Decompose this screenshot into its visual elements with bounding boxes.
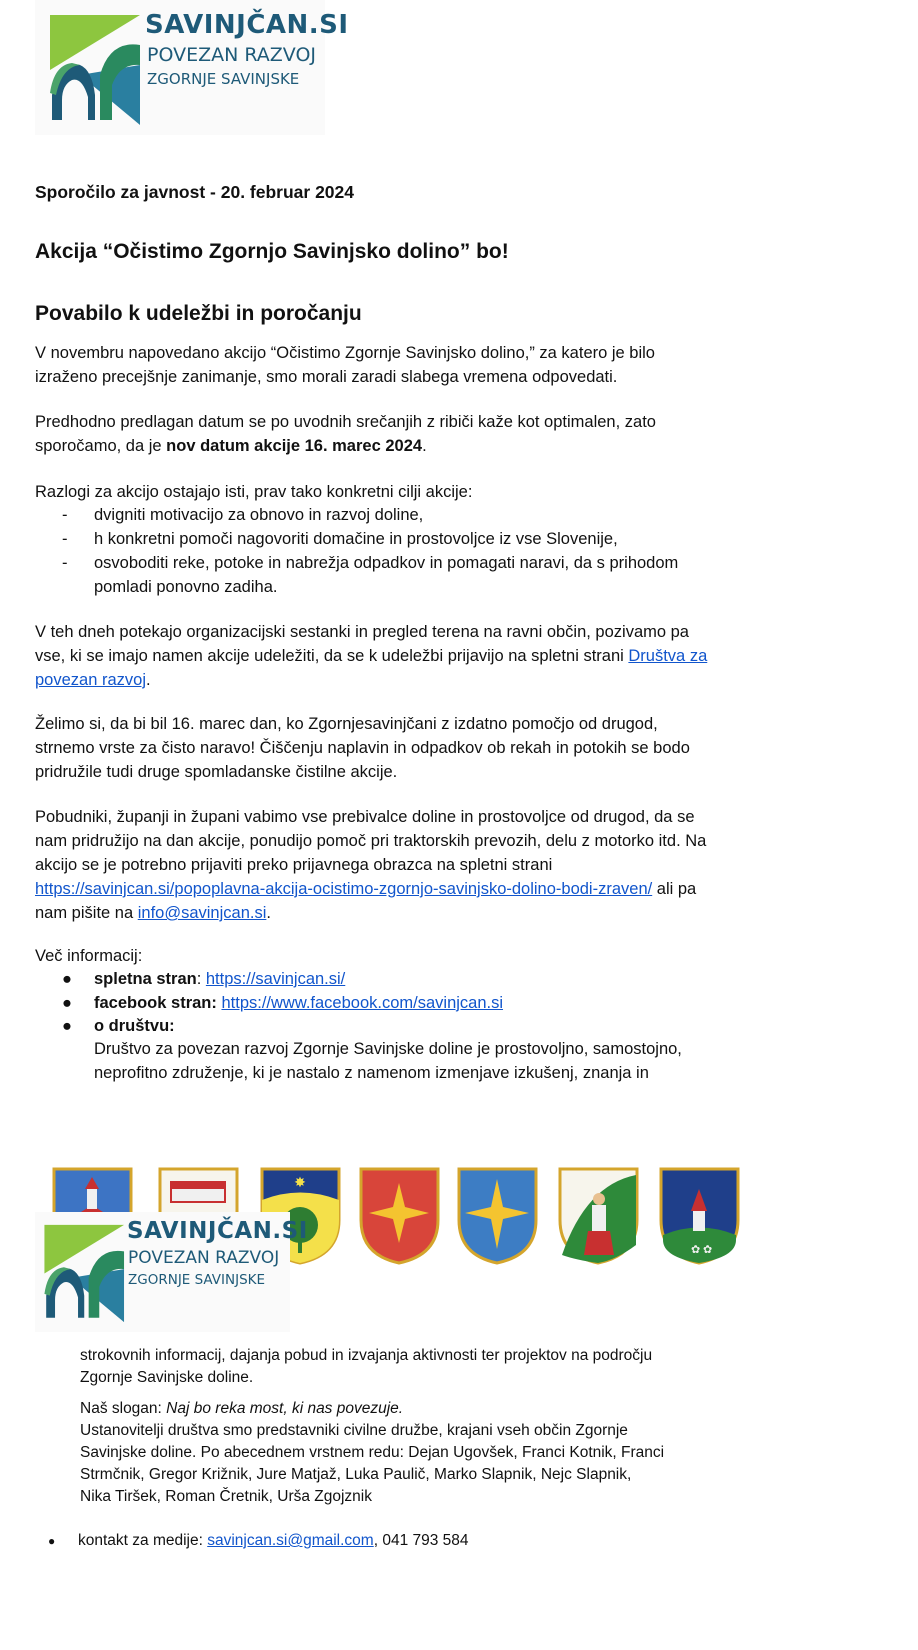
web-link[interactable]: https://savinjcan.si/ bbox=[205, 970, 346, 988]
dash-marker: - bbox=[62, 554, 68, 572]
svg-text:✿: ✿ bbox=[703, 1244, 713, 1256]
info-email-link[interactable]: info@savinjcan.si bbox=[137, 904, 267, 922]
svg-text:✿: ✿ bbox=[691, 1244, 701, 1256]
drustvo-link-cont[interactable]: povezan razvoj bbox=[35, 671, 146, 689]
about-continued bbox=[80, 1345, 800, 1389]
slogan-line bbox=[80, 1398, 800, 1420]
p1-line1: V novembru napovedano akcijo “Očistimo Zgornje Savinjsko dolino,” za katero je bilo bbox=[35, 344, 655, 362]
about-line2: neprofitno združenje, ki je nastalo z namenom izmenjave izkušenj, znanja in bbox=[94, 1064, 649, 1082]
logo-title: SAVINJČAN.SI bbox=[127, 1218, 308, 1244]
coat-of-arms-5 bbox=[455, 1165, 540, 1265]
p2-line1: Predhodno predlagan datum se po uvodnih srečanjih z ribiči kaže kot optimalen, zato bbox=[35, 413, 656, 431]
about-cont-line1: strokovnih informacij, dajanja pobud in izvajanja aktivnosti ter projektov na področju bbox=[80, 1347, 653, 1364]
page-title: Akcija “Očistimo Zgornjo Savinjsko dolino” bo! bbox=[35, 240, 509, 263]
paragraph-3-intro: Razlogi za akcijo ostajajo isti, prav tako konkretni cilji akcije: bbox=[35, 483, 473, 501]
paragraph-2 bbox=[35, 410, 835, 458]
page-subtitle: Povabilo k udeležbi in poročanju bbox=[35, 302, 362, 325]
coat-of-arms-6 bbox=[556, 1165, 641, 1265]
p6-line2: nam pridružijo na dan akcije, ponudijo pomoč pri traktorskih prevozih, delu z motorko itd. Na bbox=[35, 832, 707, 850]
paragraph-4 bbox=[35, 620, 835, 692]
p6-line3: akcijo se je potrebno prijaviti preko prijavnega obrazca na spletni strani bbox=[35, 856, 553, 874]
coat-of-arms-7 bbox=[657, 1165, 742, 1265]
about-text bbox=[94, 1037, 814, 1085]
p4-line3 bbox=[35, 668, 835, 692]
p2-line2 bbox=[35, 434, 835, 458]
p2-end: . bbox=[422, 437, 427, 455]
slogan-block bbox=[80, 1398, 800, 1508]
contact-email-link[interactable]: savinjcan.si@gmail.com bbox=[207, 1532, 374, 1549]
founders-line2: Savinjske doline. Po abecednem vrstnem redu: Dejan Ugovšek, Franci Kotnik, Franci bbox=[80, 1444, 665, 1461]
bullet-icon: ● bbox=[48, 1534, 56, 1548]
paragraph-1 bbox=[35, 341, 835, 389]
new-date-highlight: nov datum akcije 16. marec 2024 bbox=[166, 437, 423, 455]
goal-text: pomladi ponovno zadiha. bbox=[94, 578, 278, 596]
dash-marker: - bbox=[62, 506, 68, 524]
slogan-label: Naš slogan: bbox=[80, 1400, 167, 1417]
goal-text: dvigniti motivacijo za obnovo in razvoj doline, bbox=[94, 506, 424, 524]
savinjcan-logo bbox=[35, 0, 349, 135]
goal-text: h konkretni pomoči nagovoriti domačine in prostovoljce iz vse Slovenije, bbox=[94, 530, 618, 548]
more-info-heading: Več informacij: bbox=[35, 947, 143, 965]
logo-line2: POVEZAN RAZVOJ bbox=[128, 1248, 280, 1268]
p6-end: . bbox=[266, 904, 271, 922]
p1-line2: izraženo precejšnje zanimanje, smo morali zaradi slabega vremena odpovedati. bbox=[35, 368, 618, 386]
p4-text: vse, ki se imajo namen akcije udeležiti, da se k udeležbi prijavijo na spletni strani bbox=[35, 647, 629, 665]
drustvo-link[interactable]: Društva za bbox=[628, 647, 708, 665]
p5-line3: pridružile tudi druge spomladanske čistilne akcije. bbox=[35, 763, 398, 781]
p5-line2: strnemo vrste za čisto naravo! Čiščenju naplavin in odpadkov ob rekah in potokih se bodo bbox=[35, 739, 690, 757]
p4-end: . bbox=[145, 671, 151, 689]
logo-line3: ZGORNJE SAVINJSKE bbox=[147, 70, 300, 88]
press-release-date: Sporočilo za javnost - 20. februar 2024 bbox=[35, 182, 354, 202]
founders-line4: Nika Tiršek, Roman Čretnik, Urša Zgojznik bbox=[80, 1488, 372, 1505]
svg-text:✸: ✸ bbox=[294, 1174, 306, 1190]
web-sep: : bbox=[196, 970, 206, 988]
goal-text: osvoboditi reke, potoke in nabrežja odpadkov in pomagati naravi, da s prihodom bbox=[94, 554, 679, 572]
facebook-label: facebook stran: bbox=[94, 994, 217, 1012]
bullet-icon: ● bbox=[62, 970, 72, 988]
logo-line2: POVEZAN RAZVOJ bbox=[147, 44, 317, 66]
savinjcan-logo-2 bbox=[35, 1212, 308, 1332]
dash-marker: - bbox=[62, 530, 68, 548]
p6-line1: Pobudniki, županji in župani vabimo vse prebivalce doline in prostovoljce od drugod, da se bbox=[35, 808, 695, 826]
registration-link[interactable]: https://savinjcan.si/popoplavna-akcija-ocistimo-zgornjo-savinjsko-dolino-bodi-zraven/ bbox=[35, 880, 653, 898]
founders-line1: Ustanovitelji društva smo predstavniki civilne družbe, krajani vseh občin Zgornje bbox=[80, 1422, 628, 1439]
paragraph-5 bbox=[35, 712, 835, 784]
p6-text: ali pa bbox=[652, 880, 697, 898]
contact-phone: , 041 793 584 bbox=[373, 1532, 469, 1549]
p6-line4 bbox=[35, 877, 835, 901]
about-label: o društvu: bbox=[94, 1017, 175, 1035]
p6-line5 bbox=[35, 901, 835, 925]
about-line1: Društvo za povezan razvoj Zgornje Savinjske doline je prostovoljno, samostojno, bbox=[94, 1040, 682, 1058]
web-label: spletna stran bbox=[94, 970, 197, 988]
p5-line1: Želimo si, da bi bil 16. marec dan, ko Zgornjesavinjčani z izdatno pomočjo od drugod, bbox=[35, 715, 658, 733]
about-cont-line2: Zgornje Savinjske doline. bbox=[80, 1369, 254, 1386]
bullet-icon: ● bbox=[62, 994, 72, 1012]
facebook-link[interactable]: https://www.facebook.com/savinjcan.si bbox=[221, 994, 504, 1012]
slogan-text: Naj bo reka most, ki nas povezuje. bbox=[166, 1400, 404, 1417]
p4-line1: V teh dneh potekajo organizacijski sestanki in pregled terena na ravni občin, pozivamo pa bbox=[35, 623, 689, 641]
paragraph-6 bbox=[35, 805, 835, 925]
bullet-icon: ● bbox=[62, 1017, 72, 1035]
logo-line3: ZGORNJE SAVINJSKE bbox=[128, 1272, 266, 1288]
p6-text2: nam pišite na bbox=[35, 904, 138, 922]
logo-title: SAVINJČAN.SI bbox=[145, 10, 349, 40]
p4-line2 bbox=[35, 644, 835, 668]
contact-label: kontakt za medije: bbox=[78, 1532, 208, 1549]
founders-line3: Strmčnik, Gregor Križnik, Jure Matjaž, Luka Paulič, Marko Slapnik, Nejc Slapnik, bbox=[80, 1466, 632, 1483]
p2-text: sporočamo, da je bbox=[35, 437, 167, 455]
coat-of-arms-4 bbox=[357, 1165, 442, 1265]
